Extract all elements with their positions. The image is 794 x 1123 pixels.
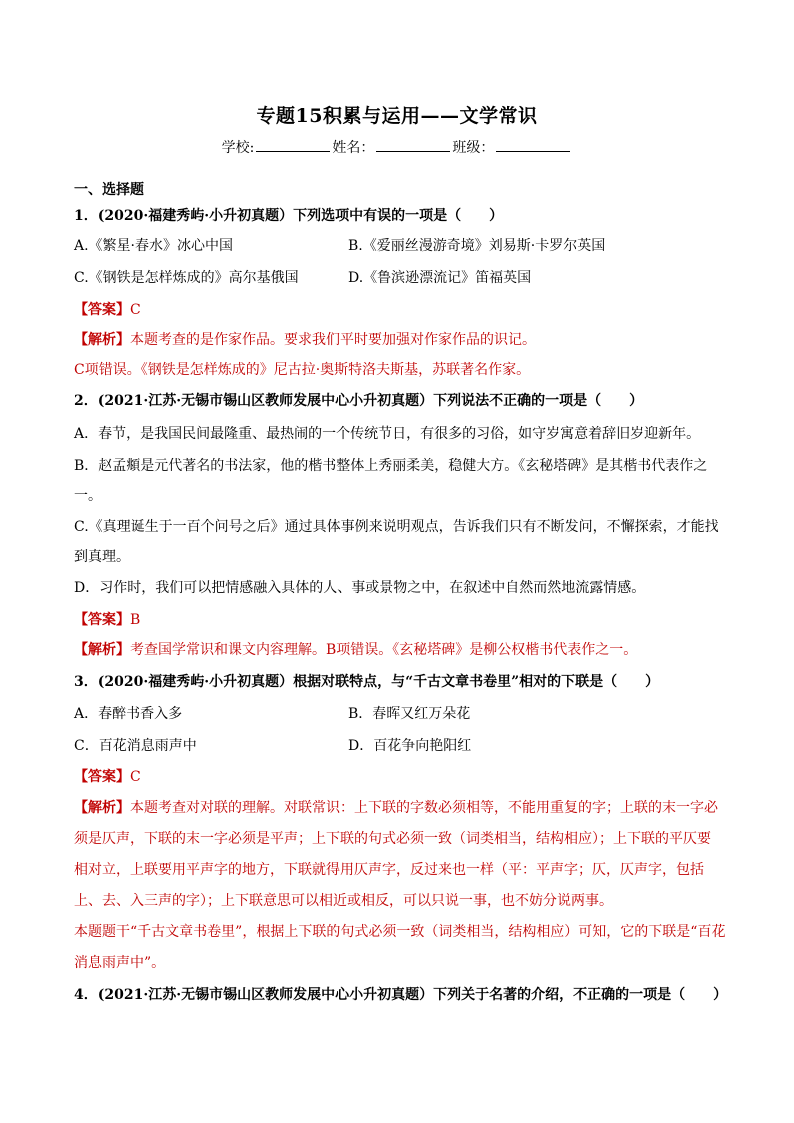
q3-answer bbox=[74, 767, 724, 787]
q3-analysis-line4: 上、去、入三声的字）；上下联意思可以相近或相反，可以只说一事，也不妨分说两事。 bbox=[74, 893, 613, 909]
q3-option-c: C．百花消息雨声中 bbox=[74, 738, 197, 754]
q3-analysis-line6: 消息雨声中”。 bbox=[74, 955, 166, 971]
q2-answer bbox=[74, 610, 724, 630]
q2-option-c-cont: 到真理。 bbox=[74, 549, 130, 565]
analysis-tag: 【解析】 bbox=[74, 332, 130, 348]
analysis-tag: 【解析】 bbox=[74, 642, 130, 658]
answer-value: B bbox=[130, 612, 141, 628]
answer-tag: 【答案】 bbox=[74, 769, 130, 785]
name-label: 姓名： bbox=[332, 140, 375, 156]
name-blank[interactable] bbox=[376, 137, 450, 152]
q3-analysis-line5: 本题题干“千古文章书卷里”，根据上下联的句式必须一致（词类相当，结构相应）可知，它的下联是“百花 bbox=[74, 924, 726, 940]
q1-answer bbox=[74, 300, 724, 320]
q1-options-row1 bbox=[74, 236, 724, 256]
answer-value: C bbox=[130, 302, 141, 318]
q2-stem: 2．(2021·江苏·无锡市锡山区教师发展中心小升初真题）下列说法不正确的一项是（ ） bbox=[74, 393, 644, 409]
class-label: 班级： bbox=[452, 140, 495, 156]
answer-tag: 【答案】 bbox=[74, 302, 130, 318]
q2-option-a: A．春节，是我国民间最隆重、最热闹的一个传统节日，有很多的习俗，如守岁寓意着辞旧岁迎新年。 bbox=[74, 426, 701, 442]
page-title: 专题15积累与运用——文学常识 bbox=[256, 105, 538, 127]
q1-stem: 1．(2020·福建秀屿·小升初真题）下列选项中有误的一项是（ ） bbox=[74, 208, 504, 224]
q3-option-a: A．春醉书香入多 bbox=[74, 706, 183, 722]
q3-option-b: B．春晖又红万朵花 bbox=[348, 706, 471, 722]
q1-option-a: A.《繁星·春水》冰心中国 bbox=[74, 238, 234, 254]
q1-options-row2 bbox=[74, 268, 724, 288]
answer-tag: 【答案】 bbox=[74, 612, 130, 628]
answer-value: C bbox=[130, 769, 141, 785]
q3-analysis bbox=[74, 798, 724, 818]
analysis-tag: 【解析】 bbox=[74, 800, 130, 816]
q2-analysis bbox=[74, 640, 724, 660]
analysis-text: 考查国学常识和课文内容理解。B项错误。《玄秘塔碑》是柳公权楷书代表作之一。 bbox=[130, 642, 638, 658]
school-label: 学校: bbox=[221, 140, 255, 156]
section-heading: 一、选择题 bbox=[74, 182, 144, 198]
q2-option-b: B．赵孟頫是元代著名的书法家，他的楷书整体上秀丽柔美，稳健大方。《玄秘塔碑》是其楷书代表作之 bbox=[74, 458, 708, 474]
analysis-text: 本题考查对对联的理解。对联常识：上下联的字数必须相等，不能用重复的字；上联的末一字必 bbox=[130, 800, 718, 816]
q2-option-d: D．习作时，我们可以把情感融入具体的人、事或景物之中，在叙述中自然而然地流露情感。 bbox=[74, 580, 646, 596]
student-info-line bbox=[0, 137, 794, 158]
q2-option-c: C.《真理诞生于一百个问号之后》通过具体事例来说明观点，告诉我们只有不断发问，不懈探索，才能找 bbox=[74, 519, 719, 535]
q3-options-row2 bbox=[74, 736, 724, 756]
q4-stem: 4．(2021·江苏·无锡市锡山区教师发展中心小升初真题）下列关于名著的介绍，不正确的一项是（ ） bbox=[74, 987, 728, 1003]
class-blank[interactable] bbox=[496, 137, 570, 152]
q3-option-d: D．百花争向艳阳红 bbox=[348, 738, 472, 754]
q3-options-row1 bbox=[74, 704, 724, 724]
q2-option-b-cont: 一。 bbox=[74, 488, 102, 504]
q3-analysis-line3: 相对立，上联要用平声字的地方，下联就得用仄声字，反过来也一样（平：平声字；仄，仄声字，包括 bbox=[74, 862, 704, 878]
q1-analysis-line2: C项错误。《钢铁是怎样炼成的》尼古拉·奥斯特洛夫斯基，苏联著名作家。 bbox=[74, 362, 531, 378]
q1-option-c: C.《钢铁是怎样炼成的》高尔基俄国 bbox=[74, 270, 299, 286]
analysis-text: 本题考查的是作家作品。要求我们平时要加强对作家作品的识记。 bbox=[130, 332, 536, 348]
school-blank[interactable] bbox=[256, 137, 330, 152]
q1-analysis bbox=[74, 330, 724, 350]
q3-stem: 3．(2020·福建秀屿·小升初真题）根据对联特点，与“千古文章书卷里”相对的下联是（ ） bbox=[74, 674, 660, 690]
q1-option-b: B.《爱丽丝漫游奇境》刘易斯·卡罗尔英国 bbox=[348, 238, 606, 254]
q3-analysis-line2: 须是仄声，下联的末一字必须是平声；上下联的句式必须一致（词类相当，结构相应）；上下联的平仄要 bbox=[74, 831, 711, 847]
q1-option-d: D.《鲁滨逊漂流记》笛福英国 bbox=[348, 270, 532, 286]
